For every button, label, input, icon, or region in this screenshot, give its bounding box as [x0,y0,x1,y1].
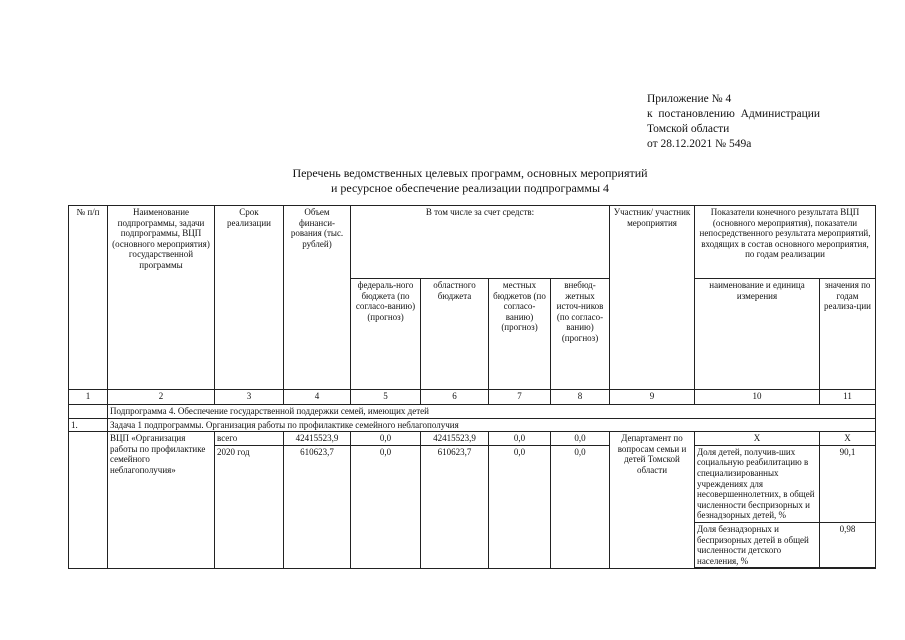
term-cell: 2020 год [215,445,284,569]
subprogram-title: Подпрограмма 4. Обеспечение государственной поддержки семей, имеющих детей [108,405,876,419]
regional-cell: 610623,7 [421,445,489,569]
appendix-line-4: от 28.12.2021 № 549а [647,138,752,150]
col-number: 9 [610,390,695,405]
col-number: 4 [284,390,351,405]
subprogram-row [69,405,876,419]
program-table [68,205,876,569]
appendix-line-2: к постановлению Администрации [647,108,821,120]
indicator-name-x: Х [695,432,820,446]
document-title-line-2: и ресурсное обеспечение реализации подпрограммы 4 [330,181,610,195]
offbudget-cell: 0,0 [551,432,610,446]
federal-cell: 0,0 [351,432,421,446]
document-title-line-1: Перечень ведомственных целевых программ, основных мероприятий [292,166,648,180]
header-num: № п/п [69,206,108,390]
offbudget-cell: 0,0 [551,445,610,569]
appendix-line-3: Томской области [647,123,730,135]
appendix-note [647,92,820,152]
indicator-value: 90,1 [820,445,876,522]
col-number: 11 [820,390,876,405]
header-participant: Участник/ участник мероприятия [610,206,695,390]
vcp-row-total [69,432,876,446]
indicator-value-x: Х [820,432,876,446]
appendix-line-1: Приложение № 4 [647,93,732,105]
federal-cell: 0,0 [351,445,421,569]
indicator-name: Доля детей, получив-ших социальную реабилитацию в специализированных учреждениях для несовершеннолетних, в общей численности беспризорных и безнадзорных детей, % [695,445,820,522]
header-name: Наименование подпрограммы, задачи подпрограммы, ВЦП (основного мероприятия) государственной программы [108,206,215,390]
col-number: 1 [69,390,108,405]
header-local: местных бюджетов (по согласо-ванию) (прогноз) [489,279,551,390]
vcp-name: ВЦП «Организация работы по профилактике семейного неблагополучия» [108,432,215,569]
col-number: 10 [695,390,820,405]
task-row [69,418,876,432]
col-number: 2 [108,390,215,405]
task-title: Задача 1 подпрограммы. Организация работы по профилактике семейного неблагополучия [108,418,876,432]
col-number: 5 [351,390,421,405]
header-regional: областного бюджета [421,279,489,390]
header-including: В том числе за счет средств: [351,206,610,279]
task-number: 1. [69,418,108,432]
header-volume: Объем финанси-рования (тыс. рублей) [284,206,351,390]
header-indicator-values: значения по годам реализа-ции [820,279,876,390]
header-term: Срок реализации [215,206,284,390]
participant-cell: Департамент по вопросам семьи и детей Томской области [610,432,695,569]
indicator-value: 0,98 [820,522,876,567]
document-title [150,166,790,196]
column-numbers-row [69,390,876,405]
header-indicators: Показатели конечного результата ВЦП (основного мероприятия), показатели непосредственного результата мероприятий, входящих в состав основного мероприятия, по годам реализации [695,206,876,279]
header-offbudget: внебюд-жетных источ-ников (по согласо-ванию) (прогноз) [551,279,610,390]
col-number: 6 [421,390,489,405]
header-indicator-name: наименование и единица измерения [695,279,820,390]
header-federal: федераль-ного бюджета (по согласо-ванию) (прогноз) [351,279,421,390]
volume-cell: 42415523,9 [284,432,351,446]
local-cell: 0,0 [489,445,551,569]
volume-cell: 610623,7 [284,445,351,569]
col-number: 7 [489,390,551,405]
regional-cell: 42415523,9 [421,432,489,446]
indicator-name: Доля безнадзорных и беспризорных детей в общей численности детского населения, % [695,522,820,567]
col-number: 3 [215,390,284,405]
col-number: 8 [551,390,610,405]
local-cell: 0,0 [489,432,551,446]
term-cell: всего [215,432,284,446]
